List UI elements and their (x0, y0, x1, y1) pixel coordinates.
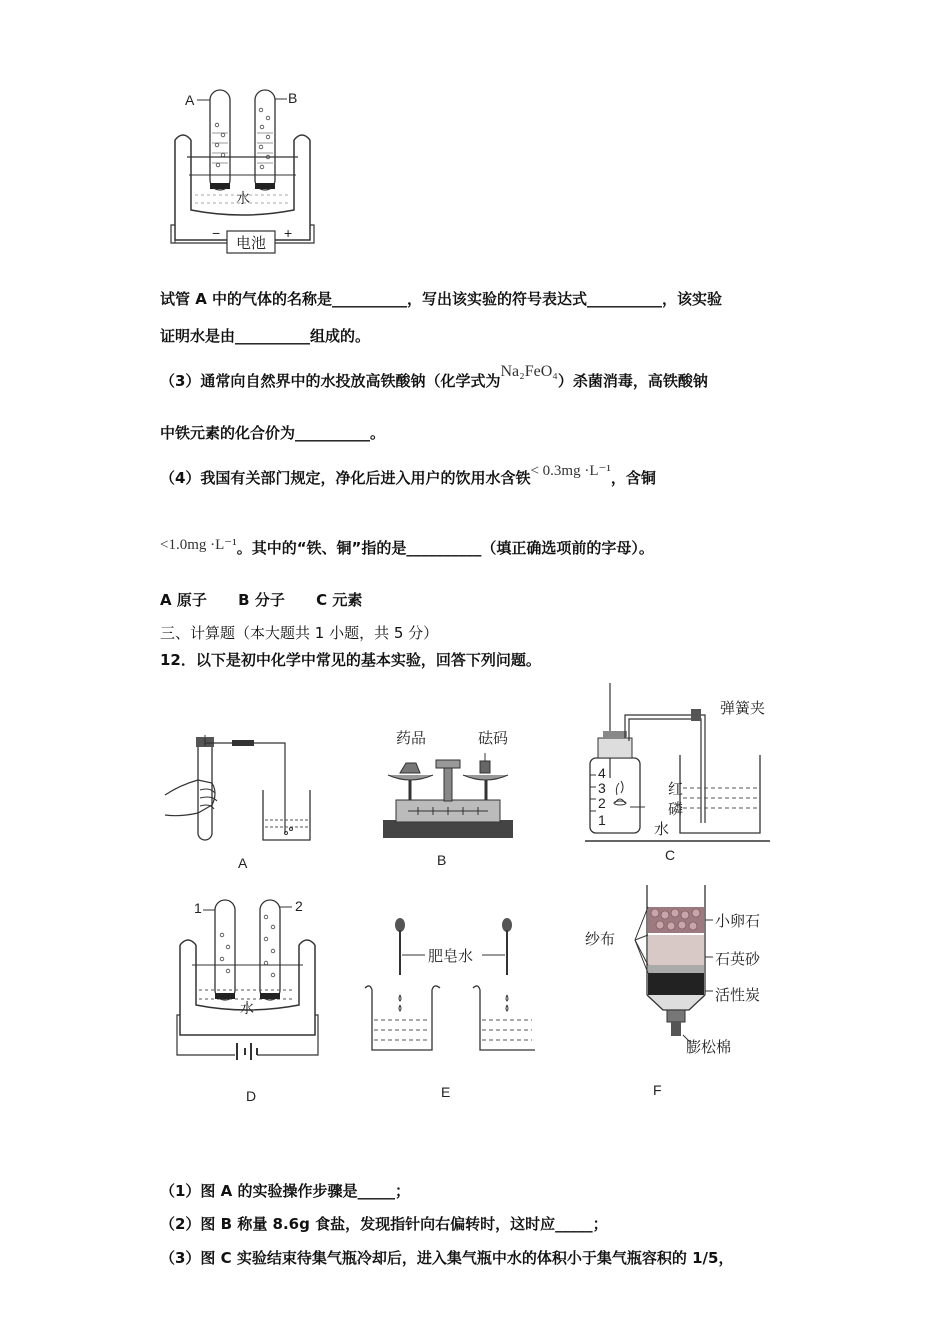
q12-part2: （2）图 B 称量 8.6g 食盐，发现指针向右偏转时，这时应_____； (160, 1215, 608, 1233)
figure-e-soap-label: 肥皂水 (428, 948, 474, 965)
q3-prefix: （3）通常向自然界中的水投放高铁酸钠（化学式为 (160, 372, 501, 390)
q4-line2-text: 。其中的“铁、铜”指的是__________（填正确选项前的字母）。 (236, 539, 654, 557)
q4-options: A 原子 B 分子 C 元素 (160, 591, 363, 609)
figure-c-red-label: 红 (668, 781, 684, 798)
figure-f-cotton-label: 膨松棉 (686, 1039, 732, 1056)
figure-c-mark-4: 4 (598, 765, 606, 781)
tube-label-b: B (288, 90, 298, 106)
section3-heading: 三、计算题（本大题共 1 小题，共 5 分） (160, 624, 439, 642)
figure-c-mark-3: 3 (598, 780, 606, 796)
figure-c-mark-1: 1 (598, 812, 606, 828)
figure-b-drug-label: 药品 (396, 730, 427, 747)
figure-d-water: 水 (240, 1000, 254, 1016)
figure-c-water-label: 水 (654, 821, 670, 838)
figure-d-tube-1: 1 (194, 900, 202, 916)
q4-cu-limit: <1.0mg ·L⁻¹ (160, 537, 237, 553)
q12-part1: （1）图 A 的实验操作步骤是_____； (160, 1182, 410, 1200)
figure-f-pebble-label: 小卵石 (715, 913, 761, 930)
q3-suffix: ）杀菌消毒，高铁酸钠 (557, 372, 708, 390)
figure-c-clamp-label: 弹簧夹 (720, 700, 766, 717)
figure-e-soap-water (360, 910, 535, 1060)
figure-f-carbon-label: 活性炭 (715, 987, 761, 1004)
q3-line2: 中铁元素的化合价为__________。 (160, 424, 386, 442)
plus-sign: + (284, 225, 293, 241)
figure-b-weight-label: 砝码 (478, 730, 509, 747)
figure-c-phos-label: 磷 (668, 801, 684, 818)
figure-c-mark-2: 2 (598, 795, 606, 811)
q4-suffix: ，含铜 (610, 469, 656, 487)
battery-label: 电池 (236, 235, 267, 252)
figure-f-gauze-label: 纱布 (585, 931, 616, 948)
q4-prefix: （4）我国有关部门规定，净化后进入用户的饮用水含铁 (160, 469, 531, 487)
q12-heading: 12．以下是初中化学中常见的基本实验，回答下列问题。 (160, 651, 541, 669)
figure-c-label: C (665, 847, 676, 863)
q12-part3: （3）图 C 实验结束待集气瓶冷却后，进入集气瓶中水的体积小于集气瓶容积的 1/5， (160, 1249, 734, 1267)
figure-f-filter (605, 885, 715, 1055)
figure-b-balance (378, 745, 518, 845)
figure-e-label: E (441, 1084, 451, 1100)
q4-fe-limit: < 0.3mg ·L⁻¹ (530, 463, 611, 479)
figure-d-electrolysis (175, 895, 325, 1060)
water-label: 水 (236, 190, 250, 206)
figure-b-label: B (437, 852, 447, 868)
q2-line2: 证明水是由__________组成的。 (160, 327, 371, 345)
minus-sign: − (212, 225, 221, 241)
q3-line1 (160, 363, 708, 391)
figure-d-label: D (246, 1088, 257, 1104)
figure-f-label: F (653, 1082, 662, 1098)
tube-label-a: A (185, 92, 195, 108)
figure-a-label: A (238, 855, 248, 871)
q2-line1: 试管 A 中的气体的名称是__________，写出该实验的符号表达式__________，该实验 (160, 290, 723, 308)
figure-d-tube-2: 2 (295, 898, 303, 914)
figure-a-airtightness (160, 735, 320, 850)
figure-f-sand-label: 石英砂 (715, 951, 761, 968)
q3-formula: Na₂FeO₄ (500, 363, 558, 380)
q4-line2 (160, 537, 654, 558)
q4-line1 (160, 463, 656, 488)
